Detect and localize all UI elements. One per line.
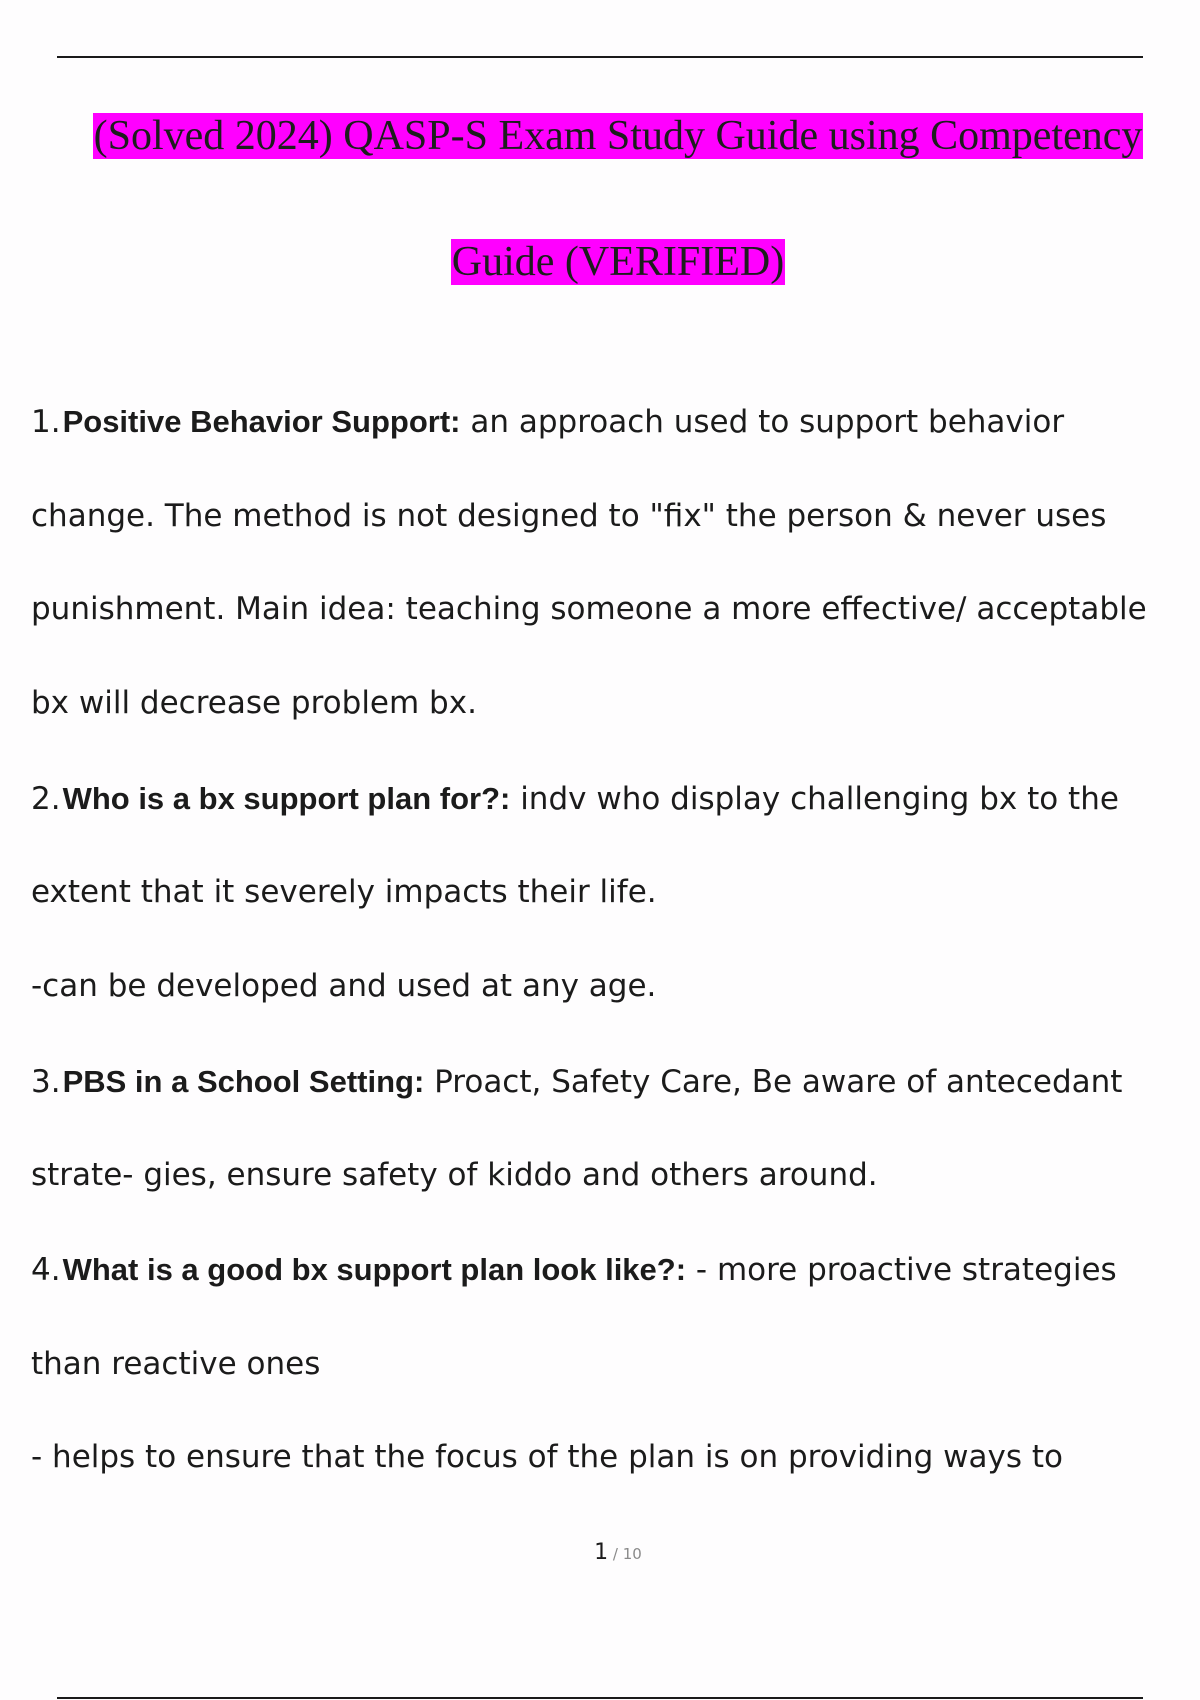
item-4-line-1 <box>31 1250 1117 1290</box>
item-4-line-3 <box>31 1437 1063 1477</box>
title-highlight: (Solved 2024) QASP-S Exam Study Guide using Competency <box>93 113 1143 159</box>
item-2-line-3 <box>31 966 656 1006</box>
item-3-line-1 <box>31 1062 1122 1102</box>
item-text: punishment. Main idea: teaching someone a more effective/ acceptable <box>31 591 1147 627</box>
item-term: What is a good bx support plan look like?: <box>62 1252 687 1287</box>
item-number: 1. <box>31 404 61 440</box>
bottom-rule <box>57 1697 1143 1699</box>
item-term: Who is a bx support plan for?: <box>62 781 511 816</box>
item-text: -can be developed and used at any age. <box>31 968 657 1004</box>
item-4-line-2 <box>31 1344 320 1384</box>
item-2-line-2 <box>31 872 657 912</box>
item-number: 4. <box>31 1252 61 1288</box>
item-text: change. The method is not designed to "fix" the person & never uses <box>31 498 1107 534</box>
title-highlight: Guide (VERIFIED) <box>451 239 785 285</box>
item-1-line-3 <box>31 589 1147 629</box>
item-text: Proact, Safety Care, Be aware of antecedant <box>424 1064 1123 1100</box>
item-1-line-1 <box>31 402 1064 442</box>
item-text: than reactive ones <box>31 1346 321 1382</box>
page-total: / 10 <box>608 1545 642 1563</box>
item-number: 3. <box>31 1064 61 1100</box>
item-1-line-2 <box>31 496 1106 536</box>
document-title-line-2 <box>18 236 1200 288</box>
page-indicator <box>0 1540 1200 1565</box>
item-3-line-2 <box>31 1155 878 1195</box>
document-title-line-1 <box>18 110 1200 162</box>
item-term: Positive Behavior Support: <box>62 404 461 439</box>
item-1-line-4 <box>31 683 477 723</box>
item-text: extent that it severely impacts their life. <box>31 874 657 910</box>
item-text: bx will decrease problem bx. <box>31 685 477 721</box>
item-text: indv who display challenging bx to the <box>510 781 1119 817</box>
item-text: - helps to ensure that the focus of the plan is on providing ways to <box>31 1439 1063 1475</box>
item-term: PBS in a School Setting: <box>62 1064 425 1099</box>
item-text: - more proactive strategies <box>686 1252 1117 1288</box>
item-2-line-1 <box>31 779 1119 819</box>
item-text: an approach used to support behavior <box>460 404 1065 440</box>
top-rule <box>57 56 1143 58</box>
item-text: strate- gies, ensure safety of kiddo and others around. <box>31 1157 878 1193</box>
item-number: 2. <box>31 781 61 817</box>
page-current: 1 <box>594 1540 609 1565</box>
